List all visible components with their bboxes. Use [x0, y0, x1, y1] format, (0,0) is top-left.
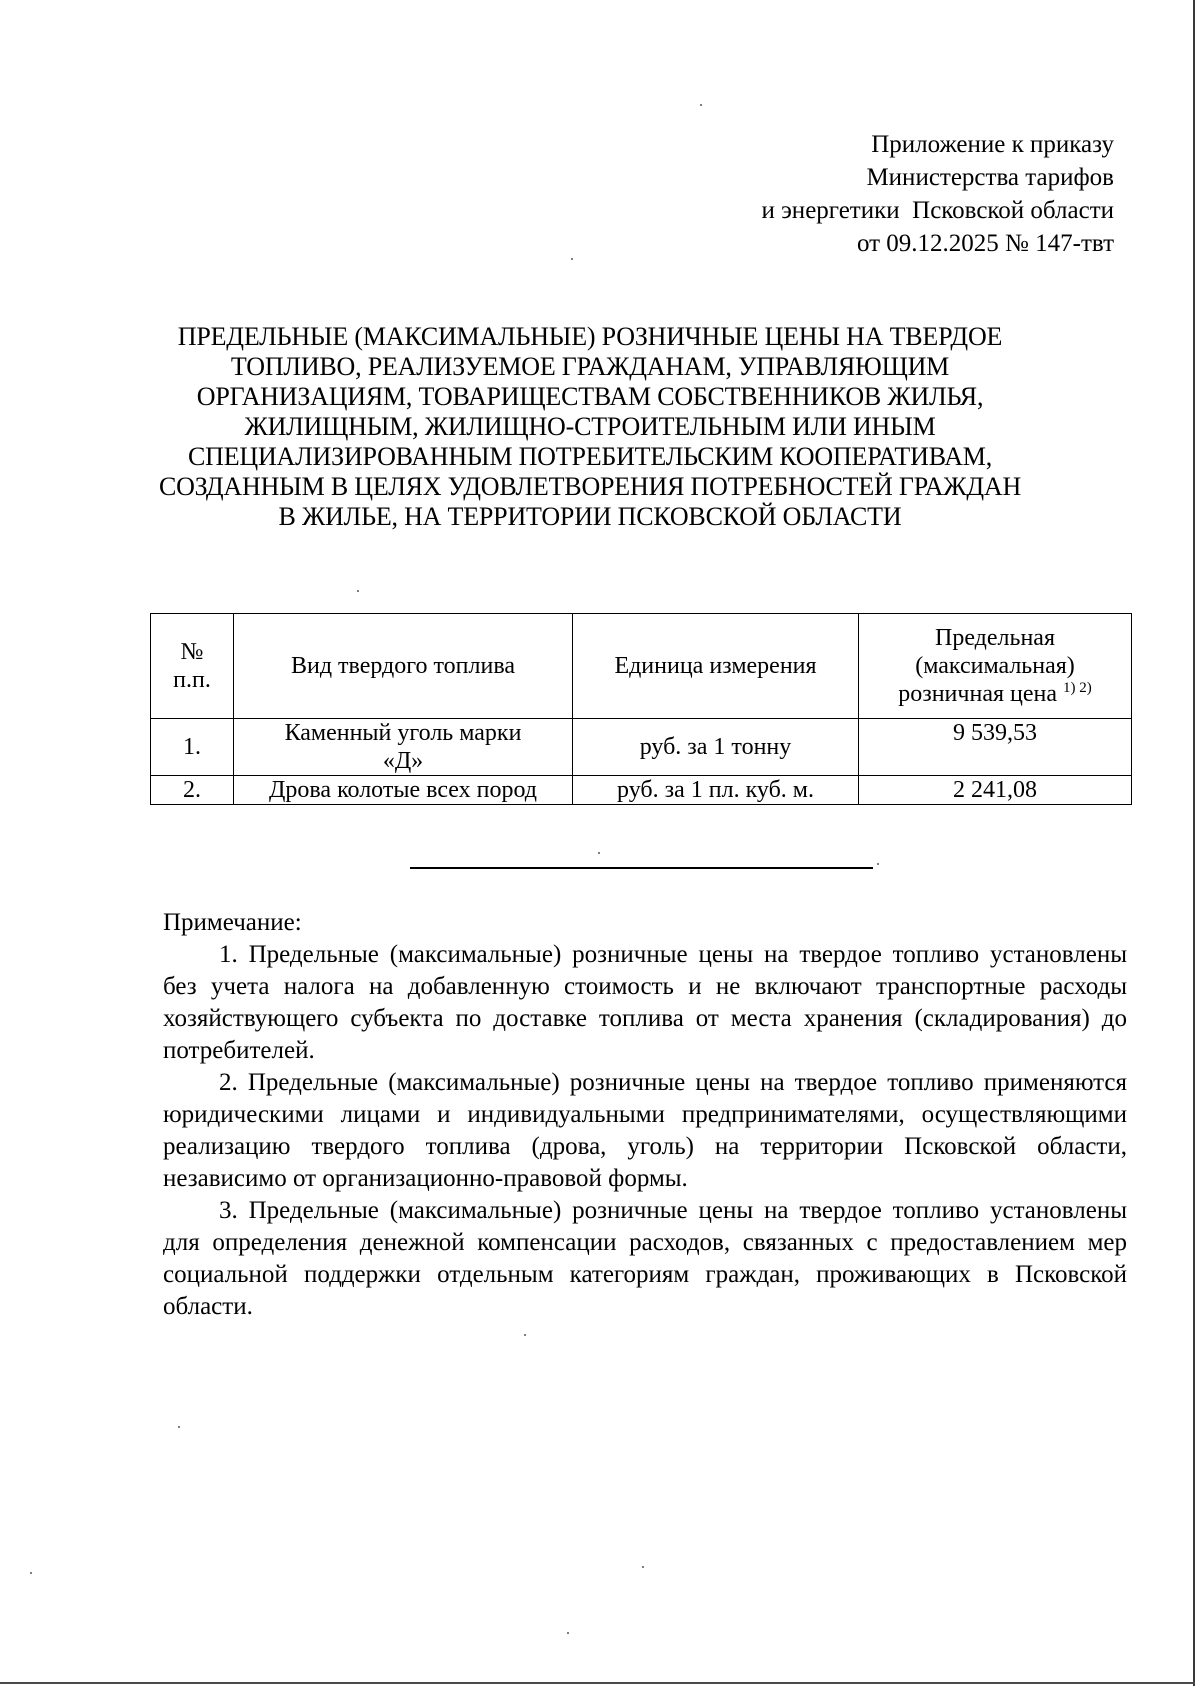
title-line-2: ТОПЛИВО, РЕАЛИЗУЕМОЕ ГРАЖДАНАМ, УПРАВЛЯЮЩИМ	[230, 352, 950, 381]
scan-speck	[30, 1572, 32, 1574]
price-table	[150, 613, 1132, 805]
row-fuel-type	[234, 719, 573, 776]
scan-speck	[567, 1632, 569, 1634]
header-number-abbr: п.п.	[173, 667, 211, 693]
header-price-line-1: Предельная	[935, 625, 1055, 651]
note-item-2: 2. Предельные (максимальные) розничные цены на твердое топливо применяются юридическими лицами и индивидуальными предпринимателями, осуществляющими реализацию твердого топлива (дрова, уголь) на территории Псковской области, независимо от организационно-правовой формы.	[163, 1069, 1127, 1192]
header-price-line-2: (максимальная)	[915, 653, 1075, 679]
scan-edge-bottom	[0, 1682, 1195, 1684]
scan-speck	[524, 1334, 526, 1336]
header-line-1: Приложение к приказу	[871, 131, 1114, 158]
price-footnote-marker: 1) 2)	[1063, 680, 1092, 696]
title-line-4: ЖИЛИЩНЫМ, ЖИЛИЩНО-СТРОИТЕЛЬНЫМ ИЛИ ИНЫМ	[244, 412, 936, 441]
header-cell-number	[151, 614, 234, 719]
scan-edge-right	[1193, 0, 1195, 1686]
table-row	[151, 776, 1132, 805]
table-header-row	[151, 614, 1132, 719]
row-fuel-type: Дрова колотые всех пород	[234, 776, 573, 805]
header-price-line-3	[859, 680, 1131, 708]
header-cell-price	[859, 614, 1132, 719]
fuel-type-line-2: «Д»	[382, 748, 424, 774]
separator-line	[410, 867, 873, 869]
scan-speck	[598, 852, 600, 854]
title-line-5: СПЕЦИАЛИЗИРОВАННЫМ ПОТРЕБИТЕЛЬСКИМ КООПЕРАТИВАМ,	[187, 442, 992, 471]
row-unit: руб. за 1 тонну	[573, 719, 859, 776]
scan-speck	[700, 104, 702, 106]
scan-speck	[178, 1426, 180, 1428]
title-line-7: В ЖИЛЬЕ, НА ТЕРРИТОРИИ ПСКОВСКОЙ ОБЛАСТИ	[278, 502, 902, 531]
row-unit: руб. за 1 пл. куб. м.	[573, 776, 859, 805]
title-line-3: ОРГАНИЗАЦИЯМ, ТОВАРИЩЕСТВАМ СОБСТВЕННИКОВ ЖИЛЬЯ,	[196, 382, 984, 411]
scan-speck	[571, 258, 573, 260]
scan-speck	[642, 1566, 644, 1568]
fuel-type-line-1: Каменный уголь марки	[284, 720, 522, 746]
row-number: 2.	[151, 776, 234, 805]
row-price: 9 539,53	[859, 719, 1132, 776]
header-cell-unit: Единица измерения	[573, 614, 859, 719]
scan-speck	[877, 863, 879, 865]
note-item-3: 3. Предельные (максимальные) розничные цены на твердое топливо установлены для определения денежной компенсации расходов, связанных с предоставлением мер социальной поддержки отдельным категориям граждан, проживающих в Псковской области.	[163, 1197, 1127, 1320]
notes-label: Примечание:	[163, 909, 302, 936]
appendix-header	[761, 128, 1114, 260]
header-price-label: розничная цена	[898, 681, 1057, 707]
document-title	[140, 322, 1040, 532]
header-number-symbol: №	[180, 639, 204, 665]
row-number: 1.	[151, 719, 234, 776]
table-row	[151, 719, 1132, 776]
note-item-1: 1. Предельные (максимальные) розничные цены на твердое топливо установлены без учета налога на добавленную стоимость и не включают транспортные расходы хозяйствующего субъекта по доставке топлива от места хранения (складирования) до потребителей.	[163, 941, 1127, 1064]
row-price: 2 241,08	[859, 776, 1132, 805]
title-line-1: ПРЕДЕЛЬНЫЕ (МАКСИМАЛЬНЫЕ) РОЗНИЧНЫЕ ЦЕНЫ НА ТВЕРДОЕ	[177, 322, 1003, 351]
header-cell-fuel-type: Вид твердого топлива	[234, 614, 573, 719]
title-line-6: СОЗДАННЫМ В ЦЕЛЯХ УДОВЛЕТВОРЕНИЯ ПОТРЕБНОСТЕЙ ГРАЖДАН	[158, 472, 1022, 501]
header-line-4: от 09.12.2025 № 147-твт	[856, 230, 1114, 257]
header-line-3: и энергетики Псковской области	[761, 197, 1114, 224]
scan-speck	[357, 590, 359, 592]
notes-section	[163, 907, 1127, 1323]
header-line-2: Министерства тарифов	[866, 164, 1114, 191]
